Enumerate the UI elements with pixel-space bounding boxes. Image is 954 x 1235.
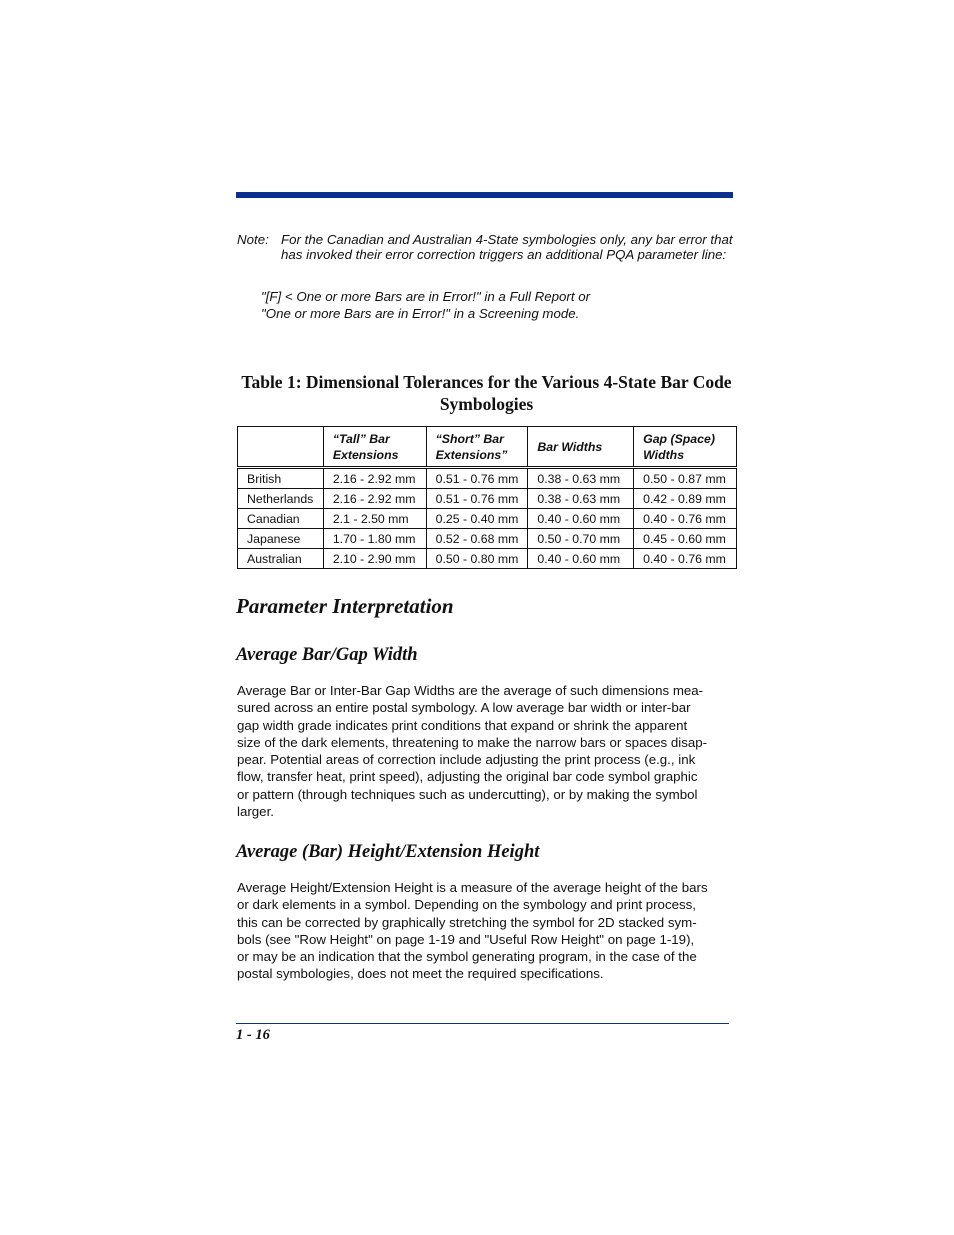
note-quote-line: "[F] < One or more Bars are in Error!" in a Full Report or xyxy=(261,289,591,304)
table-cell: 0.51 - 0.76 mm xyxy=(426,468,528,489)
paragraph-line: this can be corrected by graphically stretching the symbol for 2D stacked sym- xyxy=(237,914,697,930)
table-cell: 0.40 - 0.60 mm xyxy=(528,509,634,529)
table-cell: 2.10 - 2.90 mm xyxy=(323,549,426,569)
table-cell: Japanese xyxy=(238,529,324,549)
table-cell: 0.51 - 0.76 mm xyxy=(426,489,528,509)
table-cell: 0.40 - 0.76 mm xyxy=(634,549,737,569)
paragraph-line: larger. xyxy=(237,804,274,820)
table-header-row xyxy=(238,427,737,468)
note-text: For the Canadian and Australian 4-State symbologies only, any bar error that has invoked their error correction triggers an additional PQA parameter line: xyxy=(281,232,733,262)
table-cell: 0.40 - 0.76 mm xyxy=(634,509,737,529)
paragraph-line: gap width grade indicates print conditions that expand or shrink the apparent xyxy=(237,717,688,733)
paragraph-line: flow, transfer heat, print speed), adjusting the original bar code symbol graphic xyxy=(237,769,698,785)
table-row xyxy=(238,529,737,549)
paragraph-avg-height xyxy=(237,879,733,983)
footer-rule xyxy=(236,1023,729,1024)
table-header-cell: Bar Widths xyxy=(528,427,634,468)
table-cell: 0.25 - 0.40 mm xyxy=(426,509,528,529)
paragraph-line: pear. Potential areas of correction include adjusting the print process (e.g., ink xyxy=(237,752,696,768)
table-header-cell xyxy=(238,427,324,468)
table-cell: 0.50 - 0.87 mm xyxy=(634,468,737,489)
table-cell: 0.38 - 0.63 mm xyxy=(528,489,634,509)
paragraph-line: or may be an indication that the symbol generating program, in the case of the xyxy=(237,949,697,965)
table-cell: 0.40 - 0.60 mm xyxy=(528,549,634,569)
subsection-heading: Average Bar/Gap Width xyxy=(236,645,418,665)
tolerance-table xyxy=(237,426,737,569)
table-cell: 0.52 - 0.68 mm xyxy=(426,529,528,549)
table-cell: 0.50 - 0.80 mm xyxy=(426,549,528,569)
note-quote-line: "One or more Bars are in Error!" in a Screening mode. xyxy=(261,306,580,321)
table-row xyxy=(238,468,737,489)
paragraph-line: bols (see "Row Height" on page 1-19 and "Useful Row Height" on page 1-19), xyxy=(237,931,695,947)
note-label: Note: xyxy=(237,232,269,247)
table-header-cell: “Tall” Bar Extensions xyxy=(323,427,426,468)
table-cell: 2.16 - 2.92 mm xyxy=(323,489,426,509)
paragraph-line: or dark elements in a symbol. Depending on the symbology and print process, xyxy=(237,897,696,913)
paragraph-line: sured across an entire postal symbology. A low average bar width or inter-bar xyxy=(237,700,691,716)
table-cell: 2.1 - 2.50 mm xyxy=(323,509,426,529)
table-row xyxy=(238,549,737,569)
paragraph-line: size of the dark elements, threatening to make the narrow bars or spaces disap- xyxy=(237,734,708,750)
header-rule xyxy=(236,192,733,198)
table-cell: 1.70 - 1.80 mm xyxy=(323,529,426,549)
table-cell: Netherlands xyxy=(238,489,324,509)
section-heading: Parameter Interpretation xyxy=(236,594,454,618)
paragraph-line: Average Bar or Inter-Bar Gap Widths are the average of such dimensions mea- xyxy=(237,683,704,698)
table-cell: 0.42 - 0.89 mm xyxy=(634,489,737,509)
table-row xyxy=(238,489,737,509)
table-row xyxy=(238,509,737,529)
table-cell: Canadian xyxy=(238,509,324,529)
table-cell: British xyxy=(238,468,324,489)
paragraph-avg-bar-gap xyxy=(237,682,733,820)
subsection-heading: Average (Bar) Height/Extension Height xyxy=(236,842,540,862)
page-number: 1 - 16 xyxy=(236,1027,270,1043)
table-header-cell: Gap (Space) Widths xyxy=(634,427,737,468)
paragraph-line: or pattern (through techniques such as undercutting), or by making the symbol xyxy=(237,786,698,802)
table-cell: 2.16 - 2.92 mm xyxy=(323,468,426,489)
table-cell: 0.38 - 0.63 mm xyxy=(528,468,634,489)
table-title: Table 1: Dimensional Tolerances for the Various 4-State Bar Code Symbologies xyxy=(241,372,732,414)
table-cell: 0.50 - 0.70 mm xyxy=(528,529,634,549)
table-cell: Australian xyxy=(238,549,324,569)
table-header-cell: “Short” Bar Extensions” xyxy=(426,427,528,468)
table-cell: 0.45 - 0.60 mm xyxy=(634,529,737,549)
paragraph-line: postal symbologies, does not meet the required specifications. xyxy=(237,966,604,982)
paragraph-line: Average Height/Extension Height is a measure of the average height of the bars xyxy=(237,880,708,895)
